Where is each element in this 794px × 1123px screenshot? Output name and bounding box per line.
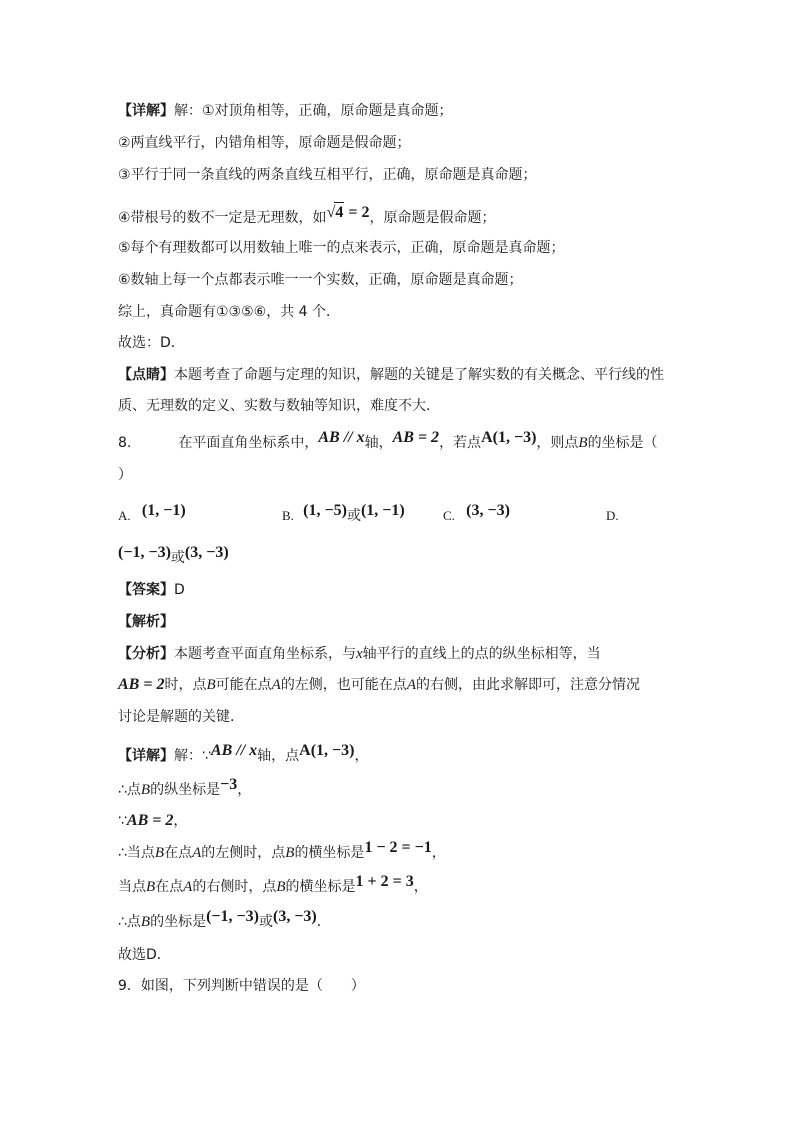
q8-option-b [282,502,405,526]
q8-stem-b-letter: B [578,435,588,451]
d5-math: 1 + 2 = 3 [355,873,414,890]
q8-analysis-tag [118,612,174,632]
q8-cond-parallel: AB // x [318,429,365,446]
d5-text-b: 在点 [155,879,184,895]
q7-detail-line-4 [118,204,496,228]
d2-value: −3 [220,776,238,793]
d2-text-c: ， [237,782,252,798]
q7-detail-line-7: 综上，真命题有①③⑤⑥，共 4 个． [118,304,341,320]
analysis-tag: 【解析】 [118,614,174,630]
fenxi-text-2c: 的左侧，也可能在点 [280,677,407,693]
d5-text-a: 当点 [118,879,146,895]
option-b-or: 或 [346,508,361,524]
d4-text-e: ， [431,845,446,861]
q8-number: 8. [118,435,132,451]
d2-text-a: ∴点 [118,782,141,798]
d1-text-b: 轴，点 [257,748,300,764]
q8-option-a [118,502,186,526]
option-d-value-1: (−1, −3) [118,544,171,561]
d4-text-a: ∴当点 [118,845,155,861]
q8-detail-line-7: 故选D． [118,947,171,963]
d3-text-a: ∵ [118,813,127,829]
q8-option-d-values [118,544,229,568]
fenxi-b-1: B [206,677,216,693]
q8-option-d [606,506,619,526]
option-c-value: (3, −3) [466,502,510,519]
d4-b: B [154,845,165,861]
d6-value-2: (3, −3) [272,908,317,925]
answer-tag: 【答案】 [118,582,174,598]
q8-stem-b: 轴， [364,435,393,451]
q8-stem-line-1 [118,429,658,453]
option-b-value-2: (1, −1) [360,502,405,519]
q8-detail-line-1 [118,742,369,766]
d5-a: A [183,879,193,895]
q8-detail-line-4 [118,839,446,863]
option-a-label: A. [118,508,131,523]
d4-math: 1 − 2 = −1 [364,839,432,856]
q8-fenxi-line-2 [118,675,640,695]
q8-fenxi-line-1 [118,644,601,664]
d1-math: AB // x [210,742,258,759]
q7-detail-line-1 [118,101,453,121]
fenxi-x-letter: x [356,646,363,662]
d6-or: 或 [258,914,273,930]
fenxi-text-2d: 的右侧，由此求解即可，注意分情况 [415,677,640,693]
q7-detail-text-4b: ，原命题是假命题； [369,210,496,226]
fenxi-text-1a: 本题考查平面直角坐标系，与 [174,646,356,662]
d4-a: A [192,845,202,861]
q7-comment-line-2: 质、无理数的定义、实数与数轴等知识，难度不大． [118,398,440,414]
q8-option-c [443,502,510,526]
q9-stem: 9．如图，下列判断中错误的是（ ） [118,978,365,994]
sqrt-radicand: 4 [335,204,344,221]
q7-comment-text-1: 本题考查了命题与定理的知识，解题的关键是了解实数的有关概念、平行线的性 [174,367,664,383]
d4-text-d: 的横坐标是 [294,845,365,861]
q7-detail-text-4a: ④带根号的数不一定是无理数，如 [118,210,327,226]
d5-text-e: ， [413,879,428,895]
d6-text-b: 的坐标是 [150,914,207,930]
d1-point: A(1, −3) [299,742,355,759]
q7-detail-line-2: ②两直线平行，内错角相等，原命题是假命题； [118,135,411,151]
d1-text-a: 解：∵ [174,748,211,764]
fenxi-text-1b: 轴平行的直线上的点的纵坐标相等，当 [362,646,601,662]
q8-stem-e: 的坐标是（ [587,435,658,451]
sqrt-equals: = 2 [348,204,370,221]
fenxi-a-2: A [406,677,416,693]
q8-detail-line-6 [118,908,331,932]
d4-text-b: 在点 [164,845,193,861]
q8-stem-c: ，若点 [439,435,482,451]
q8-detail-line-5 [118,873,428,897]
q8-stem-a: 在平面直角坐标系中， [178,435,319,451]
detail-tag: 【详解】 [118,103,174,119]
d6-text-c: ． [316,914,331,930]
q8-answer-line [118,580,185,600]
q7-detail-line-5: ⑤每个有理数都可以用数轴上唯一的点来表示，正确，原命题是真命题； [118,240,565,256]
q7-detail-line-8: 故选：D． [118,335,185,351]
q8-cond-length: AB = 2 [392,429,440,446]
fenxi-math: AB = 2 [118,676,165,693]
option-b-value-1: (1, −5) [303,502,347,519]
q8-stem-line-2: ） [118,467,132,483]
q8-detail-line-2 [118,776,252,800]
q8-detail-line-3 [118,811,187,831]
d6-text-a: ∴点 [118,914,141,930]
q7-comment-line-1 [118,365,664,385]
q7-detail-line-3: ③平行于同一条直线的两条直线互相平行，正确，原命题是真命题； [118,167,537,183]
option-d-or: 或 [170,550,185,566]
option-d-value-2: (3, −3) [184,544,229,561]
q8-point-a: A(1, −3) [481,429,537,446]
d2-b: B [140,782,151,798]
d4-text-c: 的左侧时，点 [201,845,286,861]
answer-value: D [174,582,185,598]
option-c-label: C. [443,508,455,523]
option-a-value: (1, −1) [141,502,186,519]
d5-text-c: 的右侧时，点 [192,879,277,895]
d6-value-1: (−1, −3) [206,908,259,925]
d4-b2: B [285,845,295,861]
fenxi-text-2a: 时，点 [164,677,207,693]
d5-b: B [146,879,156,895]
q8-stem-d: ，则点 [536,435,579,451]
comment-tag: 【点睛】 [118,367,174,383]
sqrt-expression: √4 = 2 [326,204,370,221]
option-d-label: D. [606,508,619,523]
fenxi-text-2b: 可能在点 [215,677,272,693]
d1-text-c: ， [354,748,369,764]
q8-fenxi-line-3: 讨论是解题的关键． [118,709,244,725]
d2-text-b: 的纵坐标是 [150,782,221,798]
d3-text-b: ， [173,813,188,829]
q7-detail-line-6: ⑥数轴上每一个点都表示唯一一个实数，正确，原命题是真命题； [118,272,523,288]
fenxi-tag: 【分析】 [118,646,174,662]
d6-b: B [140,914,151,930]
d5-text-d: 的横坐标是 [285,879,356,895]
q7-detail-text-1: 解：①对顶角相等，正确，原命题是真命题； [174,103,453,119]
d5-b2: B [276,879,286,895]
d3-math: AB = 2 [126,812,174,829]
option-b-label: B. [282,508,294,523]
q8-detail-tag: 【详解】 [118,748,174,764]
fenxi-a-1: A [271,677,281,693]
